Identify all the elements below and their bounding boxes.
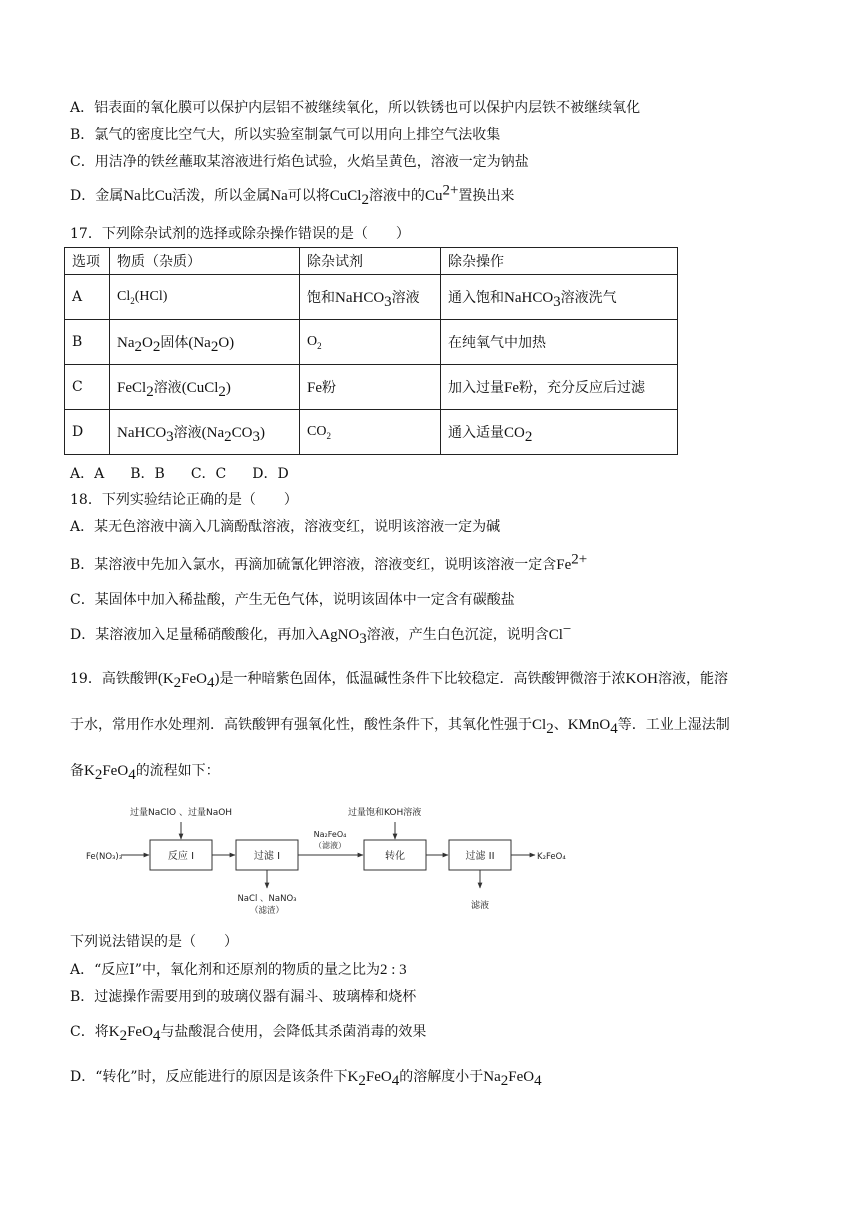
q19-stem: 下列说法错误的是（ ） <box>70 934 238 950</box>
filtrate-label: 滤液 <box>470 901 490 911</box>
q16-option-b: B．氯气的密度比空气大，所以实验室制氯气可以用向上排空气法收集 <box>70 127 501 143</box>
header-substance: 物质（杂质） <box>110 248 300 275</box>
q19-line-1: 19．高铁酸钾$(K_2FeO_4)$是一种暗紫色固体，低温碱性条件下比较稳定．高铁酸钾微溶于浓KOH溶液，能溶 <box>70 671 728 691</box>
row-option: B <box>65 320 110 365</box>
header-operation: 除杂操作 <box>441 248 678 275</box>
q18-option-a: A．某无色溶液中滴入几滴酚酞溶液，溶液变红，说明该溶液一定为碱 <box>70 519 501 535</box>
row-reagent: Fe粉 <box>300 365 441 410</box>
intermediate-note: （滤液） <box>314 841 346 850</box>
row-substance: $Na_2O_2$固体$(Na_2O)$ <box>110 320 300 365</box>
input-2-label: 过量饱和KOH溶液 <box>348 808 422 818</box>
table-row <box>65 365 678 410</box>
q19-option-d: D．“转化”时，反应能进行的原因是该条件下$K_2FeO_4$的溶解度小于$Na_2FeO_4$ <box>70 1069 542 1089</box>
header-reagent: 除杂试剂 <box>300 248 441 275</box>
q19-line-3: 备$K_2FeO_4$的流程如下： <box>70 763 220 783</box>
header-option: 选项 <box>65 248 110 275</box>
q17-stem: 17．下列除杂试剂的选择或除杂操作错误的是（ ） <box>70 226 410 242</box>
filter-2-label: 过滤 II <box>465 851 495 862</box>
q19-option-a: A．“反应Ⅰ”中，氧化剂和还原剂的物质的量之比为2 : 3 <box>70 962 407 978</box>
q18-option-b: B．某溶液中先加入氯水，再滴加硫氰化钾溶液，溶液变红，说明该溶液一定含$Fe^{2+}$ <box>70 551 588 573</box>
row-operation: 通入适量$CO_2$ <box>441 410 678 455</box>
row-option: D <box>65 410 110 455</box>
row-option: C <box>65 365 110 410</box>
row-reagent: $CO_2$ <box>300 410 441 455</box>
q17-choices: A．A B．B C．C D．D <box>70 466 289 482</box>
q17-table <box>64 247 678 455</box>
table-row <box>65 410 678 455</box>
q16-option-d: D．金属Na比Cu活泼，所以金属Na可以将CuCl$_2$溶液中的$Cu^{2+}$置换出来 <box>70 182 515 208</box>
q18-option-d: D．某溶液加入足量稀硝酸酸化，再加入AgNO$_3$溶液，产生白色沉淀，说明含Cl− <box>70 621 572 647</box>
start-label: Fe(NO₃)₃ <box>86 852 123 862</box>
input-1-label: 过量NaClO 、过量NaOH <box>130 808 233 818</box>
table-row <box>65 275 678 320</box>
q18-option-c: C．某固体中加入稀盐酸，产生无色气体，说明该固体中一定含有碳酸盐 <box>70 592 515 608</box>
table-header-row <box>65 248 678 275</box>
intermediate-label: Na₂FeO₄ <box>313 830 347 839</box>
product-label: K₂FeO₄ <box>537 852 566 862</box>
row-substance: NaHCO$_3$溶液$(Na_2CO_3)$ <box>110 410 300 455</box>
row-operation: 在纯氧气中加热 <box>441 320 678 365</box>
reaction-1-label: 反应 I <box>167 851 195 862</box>
q19-option-c: C．将$K_2FeO_4$与盐酸混合使用，会降低其杀菌消毒的效果 <box>70 1024 427 1044</box>
conversion-label: 转化 <box>385 851 405 862</box>
q18-stem: 18．下列实验结论正确的是（ ） <box>70 492 298 508</box>
q16-option-c: C．用洁净的铁丝蘸取某溶液进行焰色试验，火焰呈黄色，溶液一定为钠盐 <box>70 154 529 170</box>
residue-label: NaCl 、NaNO₃ <box>237 894 297 904</box>
row-option: A <box>65 275 110 320</box>
q16-option-a: A．铝表面的氧化膜可以保护内层铝不被继续氧化，所以铁锈也可以保护内层铁不被继续氧化 <box>70 100 641 116</box>
row-substance: $Cl_2(HCl)$ <box>110 275 300 320</box>
row-substance: FeCl$_2$溶液(CuCl$_2$) <box>110 365 300 410</box>
filter-1-label: 过滤 I <box>253 851 281 862</box>
row-operation: 通入饱和NaHCO$_3$溶液洗气 <box>441 275 678 320</box>
row-operation: 加入过量Fe粉，充分反应后过滤 <box>441 365 678 410</box>
residue-note: （滤渣） <box>249 906 285 916</box>
table-row <box>65 320 678 365</box>
q19-option-b: B．过滤操作需要用到的玻璃仪器有漏斗、玻璃棒和烧杯 <box>70 989 417 1005</box>
q19-line-2: 于水，常用作水处理剂．高铁酸钾有强氧化性，酸性条件下，其氧化性强于$Cl_2$、KMnO$_4$等．工业上湿法制 <box>70 717 730 737</box>
row-reagent: 饱和NaHCO$_3$溶液 <box>300 275 441 320</box>
row-reagent: $O_2$ <box>300 320 441 365</box>
process-flow-diagram <box>86 800 586 930</box>
